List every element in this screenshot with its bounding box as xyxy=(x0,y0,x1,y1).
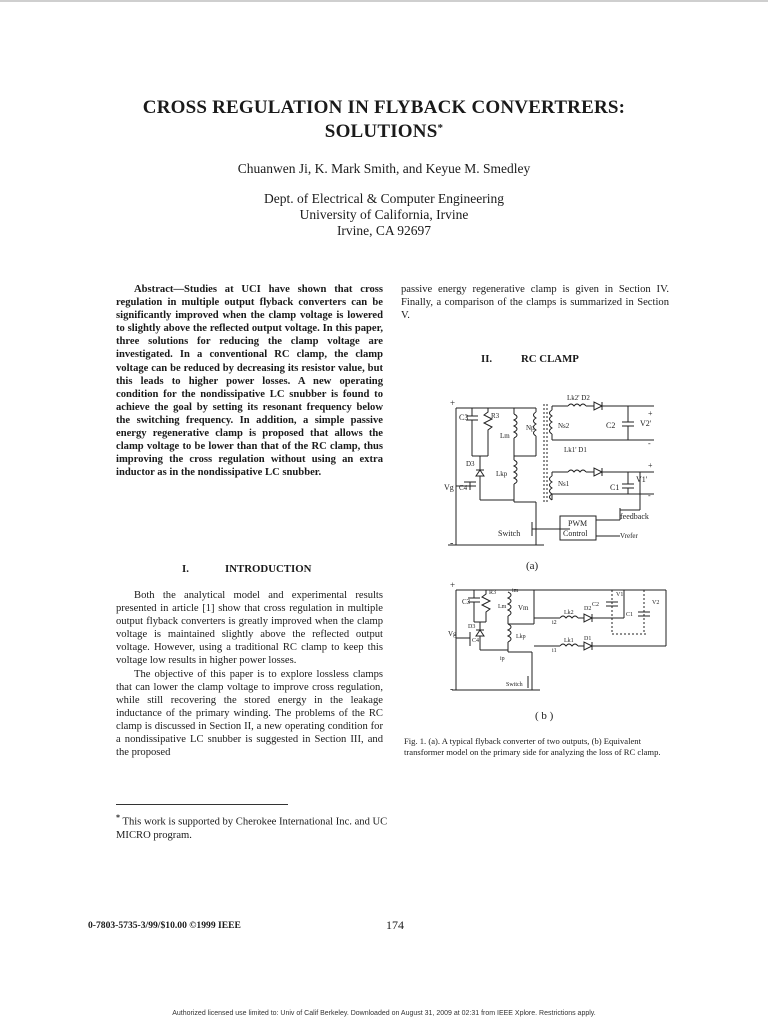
abstract-text: Abstract—Studies at UCI have shown that cross regulation in multiple output flyback converters can be significantly improved when the clamp voltage is lowered to slightly above the reflected output voltage. In this paper, three solutions for reducing the clamp voltage are investigated. In a conventional RC clamp, the clamp voltage can be reduced by decreasing its resistor value, but this leads to higher power losses. A new operating condition for the nondissipative LC snubber is found to achieve the goal by setting its resonant frequency below the switching frequency. In addition, a simple passive energy regenerative clamp is proposed that allows the clamp voltage to be lower than that of the RC clamp, thus improving the cross regulation without using an extra inductor as in the nondissipative LC snubber. xyxy=(116,284,383,479)
affiliation-dept: Dept. of Electrical & Computer Engineering xyxy=(264,191,504,206)
top-border xyxy=(0,0,768,2)
fig-b-vm: Vm xyxy=(518,604,529,612)
fig-a-c1: C1 xyxy=(610,483,620,492)
footnote-rule xyxy=(116,804,288,805)
fig-b-d3: D3 xyxy=(468,624,476,630)
affiliation-university: University of California, Irvine xyxy=(299,207,469,222)
fig-a-lk2: Lk2' D2 xyxy=(567,394,590,402)
fig-a-switch: Switch xyxy=(498,529,521,538)
intro-paragraph-1: Both the analytical model and experimental results presented in article [1] show that cross regulation in multiple output flyback converters is greatly improved when the clamp voltage is maintained slightly above the reflected output voltage. However, using a traditional RC clamp to keep this voltage low results in higher power losses. xyxy=(116,590,383,667)
introduction-body xyxy=(116,589,383,759)
fig-a-lk1: Lk1' D1 xyxy=(564,446,587,454)
figure-1a-circuit xyxy=(444,390,678,554)
fig-b-v1: V1 xyxy=(616,592,624,598)
fig-a-c4: C4 xyxy=(459,484,468,492)
intro-heading: INTRODUCTION xyxy=(225,563,312,575)
download-notice: Authorized licensed use limited to: Univ of Calif Berkeley. Downloaded on August 31, 2009 at 02:31 from IEEE Xplore. Restrictions apply. xyxy=(172,1010,596,1017)
fig-b-lk2: Lk2 xyxy=(564,610,574,616)
fig-a-c2: C2 xyxy=(606,421,616,430)
fig-a-vrefer: Vrefer xyxy=(620,532,638,540)
fig-a-plus-top: + xyxy=(450,398,456,408)
fig-b-i1: i1 xyxy=(552,648,557,654)
fig-a-control: Control xyxy=(563,529,588,538)
page-number: 174 xyxy=(386,918,404,932)
section2-heading: RC CLAMP xyxy=(521,353,579,365)
fig-a-ns1: Ns1 xyxy=(558,480,570,488)
fig-a-lm: Lm xyxy=(500,432,510,440)
author-list: Chuanwen Ji, K. Mark Smith, and Keyue M. Smedley xyxy=(237,161,531,176)
fig-a-v1: V1' xyxy=(636,475,648,484)
fig-b-ip: ip xyxy=(500,656,505,662)
fig-b-c4: C4 xyxy=(472,638,480,644)
fig-b-lkp: Lkp xyxy=(516,634,526,640)
figure-label-a: (a) xyxy=(526,560,539,572)
figure-label-b: ( b ) xyxy=(535,710,554,722)
fig-a-v1-plus: + xyxy=(648,461,653,470)
fig-a-v1-minus: - xyxy=(648,491,651,500)
fig-b-plus: + xyxy=(450,580,456,590)
fig-a-v2-plus: + xyxy=(648,409,653,418)
fig-a-d3: D3 xyxy=(466,460,475,468)
fig-a-vg: Vg xyxy=(444,483,454,492)
fig-a-feedback: feedback xyxy=(620,512,649,521)
intro-paragraph-2: The objective of this paper is to explore lossless clamps that can lower the clamp voltage to improve cross regulation, while still recovering the stored energy in the leakage inductance of the primary winding. The problems of the RC clamp is discussed in Section II, a new operating condition for a nondissipative LC snubber is suggested in Section III, and the proposed xyxy=(116,668,383,759)
title-footnote-mark: * xyxy=(437,122,444,134)
fig-a-np: Np xyxy=(526,424,535,432)
figure-caption: Fig. 1. (a). A typical flyback converter of two outputs, (b) Equivalent transformer model on the primary side for analyzing the loss of RC clamp. xyxy=(404,736,661,757)
fig-a-minus-bottom: - xyxy=(450,538,454,549)
affiliation-city: Irvine, CA 92697 xyxy=(336,223,432,238)
fig-b-v2: V2 xyxy=(652,600,660,606)
fig-a-ns2: Ns2 xyxy=(558,422,570,430)
right-column-intro: passive energy regenerative clamp is given in Section IV. Finally, a comparison of the clamps is summarized in Section V. xyxy=(401,284,669,322)
footnote xyxy=(116,811,416,843)
fig-b-d1: D1 xyxy=(584,636,592,642)
fig-b-i2: i2 xyxy=(552,620,557,626)
fig-a-c3: C3 xyxy=(459,413,469,422)
title-line-2: SOLUTIONS xyxy=(324,121,438,142)
fig-b-c1: C1 xyxy=(626,612,634,618)
fig-a-v2-minus: - xyxy=(648,439,651,448)
fig-a-pwm: PWM xyxy=(568,519,588,528)
fig-b-lm: Lm xyxy=(498,604,507,610)
fig-b-d2: D2 xyxy=(584,606,592,612)
fig-a-lkp: Lkp xyxy=(496,470,508,478)
fig-b-switch: Switch xyxy=(506,682,523,688)
figure-1b-circuit xyxy=(448,580,676,696)
fig-b-minus: - xyxy=(450,684,454,695)
fig-a-v2: V2' xyxy=(640,419,652,428)
fig-b-lk1: Lk1 xyxy=(564,638,574,644)
title-line-1: CROSS REGULATION IN FLYBACK CONVERTRERS: xyxy=(142,97,626,118)
paper-title xyxy=(60,96,708,144)
fig-a-r3: R3 xyxy=(491,412,500,420)
fig-b-c2: C2 xyxy=(592,602,600,608)
footnote-mark: * xyxy=(116,813,120,822)
footnote-text: This work is supported by Cherokee International Inc. and UC MICRO program. xyxy=(116,816,388,842)
affiliation xyxy=(60,191,708,239)
intro-number: I. xyxy=(182,563,189,575)
abstract xyxy=(116,283,383,479)
section2-number: II. xyxy=(481,353,493,365)
fig-b-vg: Vg xyxy=(448,630,457,638)
fig-b-r3: R3 xyxy=(489,590,497,596)
fig-b-im: im xyxy=(512,588,519,594)
fig-b-c3: C3 xyxy=(462,598,471,606)
footer-isbn: 0-7803-5735-3/99/$10.00 ©1999 IEEE xyxy=(88,920,241,931)
